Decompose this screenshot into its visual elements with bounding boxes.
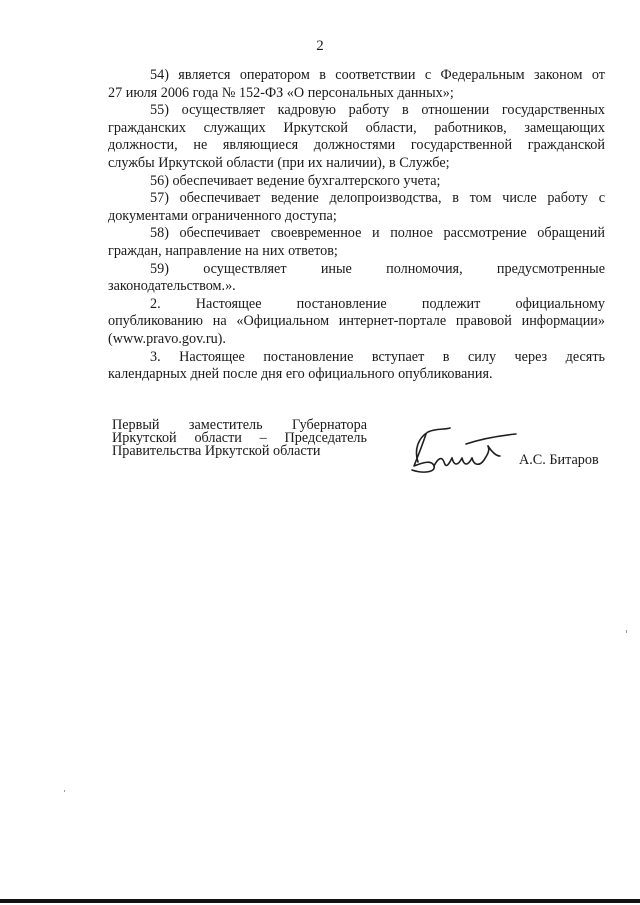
signatory-position-word: Иркутской: [112, 430, 177, 446]
signer-name: А.С. Битаров: [519, 452, 599, 468]
text-line: 55) осуществляет кадровую работу в отношении государственных: [150, 102, 605, 119]
document-body: [108, 67, 605, 384]
text-line: гражданских служащих Иркутской области, работников, замещающих: [108, 119, 605, 136]
text-line: 2. Настоящее постановление подлежит официальному: [150, 295, 605, 312]
handwritten-signature: [404, 422, 522, 484]
text-line: службы Иркутской области (при их наличии), в Службе;: [108, 154, 450, 171]
text-line: 3. Настоящее постановление вступает в силу через десять: [150, 348, 605, 365]
signatory-position-line: [112, 445, 367, 458]
text-line: законодательством.».: [108, 278, 236, 295]
text-line: должности, не являющиеся должностями государственной гражданской: [108, 137, 605, 154]
scan-artifact: [64, 790, 65, 792]
text-line: граждан, направление на них ответов;: [108, 242, 338, 259]
text-line: 56) обеспечивает ведение бухгалтерского учета;: [150, 172, 441, 189]
signatory-position-word: Председатель: [284, 430, 367, 446]
scan-edge: [0, 899, 640, 903]
page-number: 2: [316, 38, 324, 54]
signatory-position-word: Губернатора: [291, 417, 367, 433]
text-line: 57) обеспечивает ведение делопроизводства, в том числе работу с: [150, 190, 605, 207]
text-line: опубликованию на «Официальном интернет-портале правовой информации»: [108, 313, 605, 330]
signatory-position-word: заместитель: [188, 417, 263, 433]
signatory-position-word: –: [259, 430, 267, 446]
text-line: 54) является оператором в соответствии с Федеральным законом от: [150, 67, 605, 83]
signatory-position: [112, 419, 367, 458]
text-line: 27 июля 2006 года № 152-ФЗ «О персональных данных»;: [108, 84, 454, 101]
signatory-position-word: Первый: [112, 417, 160, 433]
text-line: документами ограниченного доступа;: [108, 207, 337, 224]
signatory-position-word: области: [194, 430, 242, 446]
text-line: 58) обеспечивает своевременное и полное рассмотрение обращений: [150, 225, 605, 242]
signatory-position-word: Правительства Иркутской области: [112, 443, 321, 459]
text-line: календарных дней после дня его официального опубликования.: [108, 366, 493, 383]
text-line: (www.pravo.gov.ru).: [108, 330, 226, 347]
text-line: 59) осуществляет иные полномочия, предусмотренные: [150, 260, 605, 277]
scan-artifact: [626, 630, 627, 633]
